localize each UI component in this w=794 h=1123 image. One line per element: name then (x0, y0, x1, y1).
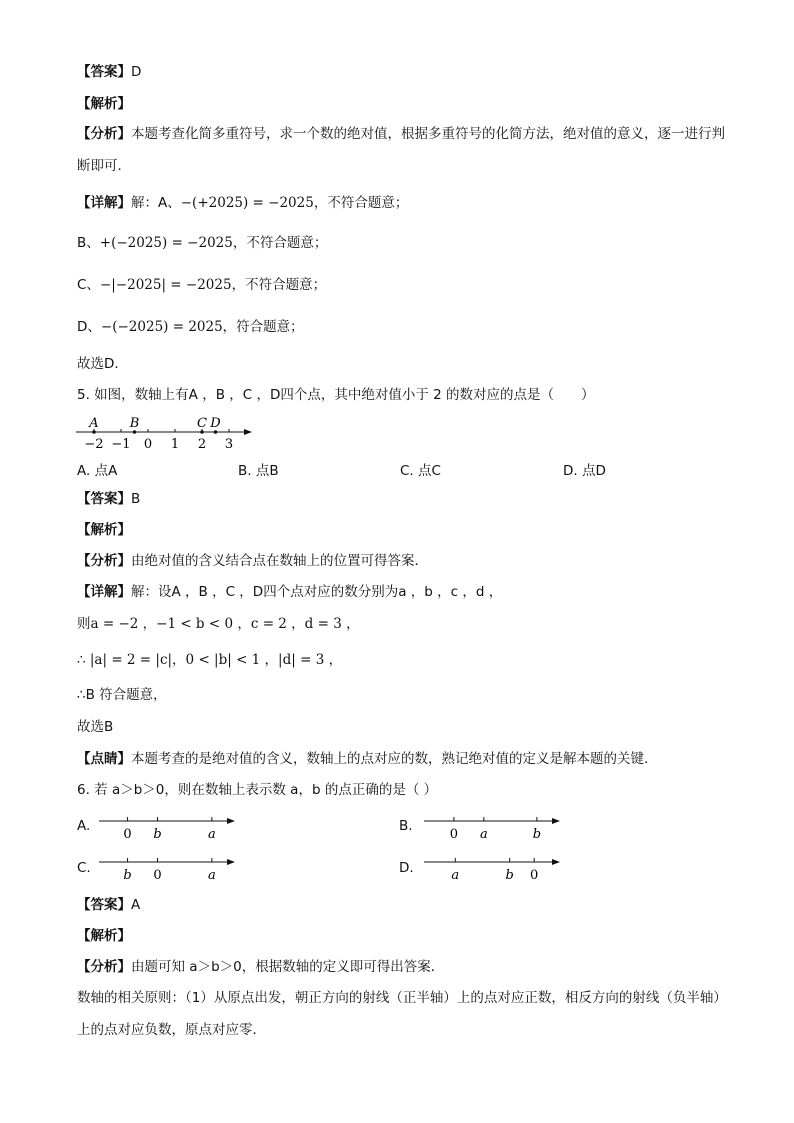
q5-answer-line: 【答案】B (77, 491, 141, 507)
q5-line3: ∴B 符合题意， (77, 687, 167, 703)
q5-number-line (74, 410, 259, 450)
q6-option-a-axis[interactable] (95, 812, 240, 844)
axis-mark-label: b (153, 827, 162, 842)
axis-mark-label: b (505, 868, 514, 883)
formula-c: −|−2025| = −2025 (99, 277, 232, 293)
formula-b: +(−2025) = −2025 (99, 235, 233, 251)
q5-line1: 则a = −2 ，−1 < b < 0 ，c = 2 ，d = 3 ， (77, 616, 360, 632)
q4-analysis-tag: 【解析】 (77, 96, 131, 112)
q5-tick-label: 2 (197, 437, 207, 452)
axis-mark-label: a (207, 827, 216, 842)
q5-fenxi: 【分析】由绝对值的含义结合点在数轴上的位置可得答案． (77, 553, 428, 569)
axis-mark-label: b (123, 868, 132, 883)
q5-stem: 5. 如图，数轴上有A ，B ，C ，D四个点，其中绝对值小于 2 的数对应的点是（ ） (77, 387, 595, 403)
q5-point-label: B (129, 416, 140, 431)
q6-stem: 6. 若 a＞b＞0，则在数轴上表示数 a，b 的点正确的是（ ） (77, 782, 438, 798)
axis-arrow (552, 818, 560, 824)
q6-option-b-label[interactable]: B. (399, 818, 413, 834)
answer-tag: 【答案】 (77, 64, 131, 80)
q5-line2: ∴ |a| = 2 = |c|，0 < |b| < 1 ，|d| = 3 ， (77, 652, 343, 668)
q5-tick-label: 3 (224, 437, 234, 452)
axis-mark-label: b (532, 827, 542, 842)
axis-mark-label: 0 (153, 868, 162, 883)
q5-tick-label: −2 (84, 437, 104, 452)
q6-option-d-label[interactable]: D. (399, 860, 414, 876)
formula-a: −(+2025) = −2025 (180, 195, 314, 211)
q6-answer-line: 【答案】A (77, 897, 141, 913)
q5-tick-label: 1 (170, 437, 180, 452)
q5-tick-label: −1 (111, 437, 131, 452)
q6-option-b-axis[interactable] (420, 812, 565, 844)
q4-answer-line (77, 63, 141, 81)
q4-detail-a: 【详解】解：A、−(+2025) = −2025，不符合题意； (77, 195, 409, 211)
axis-mark-label: 0 (449, 827, 459, 842)
q5-analysis-tag: 【解析】 (77, 522, 131, 538)
q5-option-d[interactable]: D. 点D (563, 463, 606, 479)
q6-option-a-label[interactable]: A. (77, 818, 91, 834)
axis-arrow (227, 818, 235, 824)
axis-mark-label: 0 (530, 868, 539, 883)
q5-option-c[interactable]: C. 点C (400, 463, 441, 479)
q5-point-label: D (210, 416, 221, 431)
axis-mark-label: 0 (123, 827, 132, 842)
axis-arrow (552, 859, 560, 865)
q5-dianjing: 【点睛】本题考查的是绝对值的含义，数轴上的点对应的数，熟记绝对值的定义是解本题的关键． (77, 751, 658, 767)
q4-detail-c: C、−|−2025| = −2025，不符合题意； (77, 277, 327, 293)
q4-conclusion: 故选D． (77, 356, 128, 372)
q5-option-a[interactable]: A. 点A (77, 463, 118, 479)
q5-conclusion: 故选B (77, 719, 114, 735)
q4-fenxi: 【分析】本题考查化简多重符号，求一个数的绝对值，根据多重符号的化简方法，绝对值的意义，逐一进行判断即可． (77, 126, 725, 174)
formula-d: −(−2025) = 2025 (100, 319, 223, 335)
q5-tick-label: 0 (143, 437, 153, 452)
q6-fenxi: 【分析】由题可知 a＞b＞0，根据数轴的定义即可得出答案． (77, 959, 445, 975)
q4-detail-d: D、−(−2025) = 2025，符合题意； (77, 319, 304, 335)
q6-option-c-axis[interactable] (95, 853, 240, 885)
axis-mark-label: a (451, 868, 460, 883)
q5-detail: 【详解】解：设A ，B ，C ，D四个点对应的数分别为a ，b ，c ，d ， (77, 584, 503, 600)
q6-analysis-tag: 【解析】 (77, 928, 131, 944)
q6-option-c-label[interactable]: C. (77, 860, 91, 876)
axis-mark-label: a (479, 827, 488, 842)
axis-arrow (227, 859, 235, 865)
q6-rule: 数轴的相关原则：（1）从原点出发，朝正方向的射线（正半轴）上的点对应正数，相反方向的射线（负半轴）上的点对应负数，原点对应零． (77, 990, 727, 1038)
answer-value: D (131, 64, 142, 80)
q6-option-d-axis[interactable] (420, 853, 565, 885)
q5-point-label: C (197, 416, 207, 431)
axis-mark-label: a (207, 868, 216, 883)
q5-option-b[interactable]: B. 点B (238, 463, 279, 479)
q4-detail-b: B、+(−2025) = −2025，不符合题意； (77, 235, 328, 251)
q5-point-label: A (89, 416, 99, 431)
